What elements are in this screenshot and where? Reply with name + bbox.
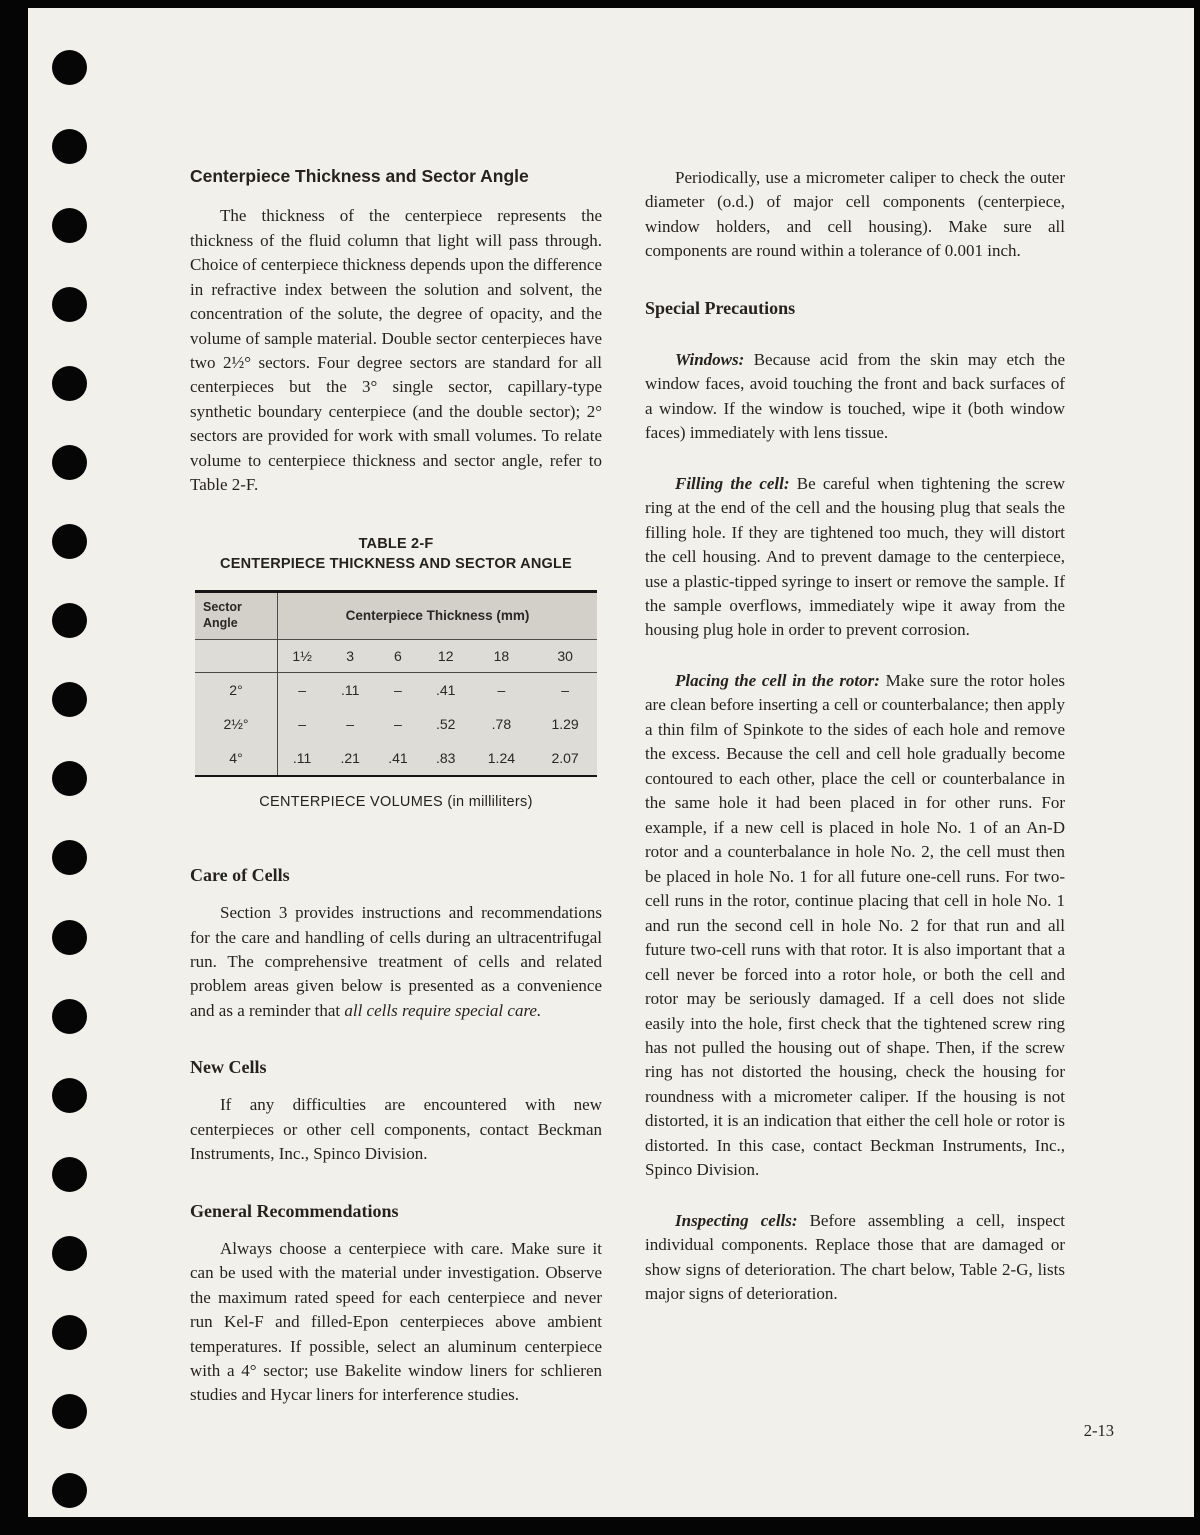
binding-hole [52, 920, 87, 955]
table-cell: 1.24 [487, 750, 516, 767]
paragraph-centerpiece-intro: The thickness of the centerpiece represents the thickness of the fluid column that light will pass through. Choice of centerpiece thickness depends upon the difference in refractive index between the solution and solvent, the concentration of the solute, the degree of opacity, and the volume of sample material. Double sector centerpieces have two 2½° sectors. Four degree sectors are standard for all centerpieces but the 3° single sector, capillary-type synthetic boundary centerpiece (and the double sector); 2° sectors are provided for work with small volumes. To relate volume to centerpiece thickness and sector angle, refer to Table 2-F. [190, 206, 602, 495]
heading-general-recommendations: General Recommendations [190, 1200, 399, 1221]
table-cell: .21 [340, 750, 360, 767]
table-cell: – [394, 681, 402, 698]
paragraph-care-of-cells [190, 901, 602, 1023]
precaution-text: Because acid from the skin may etch the window faces, avoid touching the front and back surfaces of a window. If the window is touched, wipe it (both window faces) immediately with lens tissue. [645, 349, 1065, 443]
table-angle-label: 2½° [195, 707, 278, 741]
binding-hole [52, 603, 87, 638]
table-header-row [195, 592, 597, 639]
heading-centerpiece-thickness: Centerpiece Thickness and Sector Angle [190, 166, 529, 186]
binding-hole [52, 999, 87, 1034]
precaution-lead: Inspecting cells: [675, 1210, 798, 1230]
left-column [190, 164, 602, 1408]
care-text-italic: all cells require special care. [344, 1000, 542, 1020]
binding-hole [52, 287, 87, 322]
table-thickness-row [195, 639, 597, 672]
binding-holes [52, 50, 88, 1508]
table-thickness-value: 30 [533, 639, 597, 672]
table-2f [195, 590, 597, 777]
table-cell: – [561, 681, 569, 698]
precaution-windows [645, 348, 1065, 446]
table-cell: .78 [491, 715, 512, 732]
binding-hole [52, 1473, 87, 1508]
precaution-text: Make sure the rotor holes are clean before inserting a cell or counterbalance; then apply a thin film of Spinkote to the sides of each hole and remove the excess. Because the cell and cell hole gradually become contoured to each other, place the cell or counterbalance in the same hole it had been placed in for other runs. For example, if a new cell is placed in hole No. 1 of an An-D rotor and a counterbalance in hole No. 2, the cell must then be placed in hole No. 1 for all future one-cell runs. For two-cell runs in the rotor, continue placing that cell in hole No. 1 and run the second cell in hole No. 2 for that run and all future two-cell runs with that rotor. It is also important that a cell never be forced into a rotor hole, or both the cell and rotor may be seriously damaged. If a cell does not slide easily into the hole, first check that the tightened screw ring has not pulled the housing out of shape. Then, if the screw ring has not distorted the housing, check the housing for roundness with a micrometer caliper. If the housing is not distorted, it is an indication that either the cell hole or rotor is distorted. In this case, contact Beckman Instruments, Inc., Spinco Division. [645, 670, 1065, 1180]
care-text: Section 3 provides instructions and recommendations for the care and handling of cells during an ultracentrifugal run. The comprehensive treatment of cells and related problem areas given below is presented as a convenience and as a reminder that [190, 903, 602, 1020]
binding-hole [52, 129, 87, 164]
table-2f-title [190, 534, 602, 575]
table-thickness-value: 12 [422, 639, 470, 672]
heading-special-precautions: Special Precautions [645, 297, 796, 318]
table-thickness-value: 3 [326, 639, 374, 672]
table-cell: .41 [435, 681, 456, 698]
binding-hole [52, 50, 87, 85]
table-cell: .52 [435, 715, 456, 732]
table-thickness-value: 18 [470, 639, 534, 672]
precaution-lead: Placing the cell in the rotor: [675, 670, 880, 690]
table-2f-block [190, 534, 602, 813]
table-cell: .11 [340, 681, 360, 698]
table-thickness-value: 1½ [278, 639, 327, 672]
table-angle-label: 2° [195, 672, 278, 707]
table-row [195, 707, 597, 741]
binding-hole [52, 445, 87, 480]
binding-hole [52, 1157, 87, 1192]
table-caption: CENTERPIECE VOLUMES (in milliliters) [259, 794, 533, 811]
binding-hole [52, 840, 87, 875]
heading-care-of-cells: Care of Cells [190, 865, 290, 886]
binding-hole [52, 208, 87, 243]
precaution-lead: Filling the cell: [675, 473, 790, 493]
binding-hole [52, 682, 87, 717]
table-corner-header: Sector Angle [195, 592, 278, 639]
document-page [28, 8, 1194, 1517]
binding-hole [52, 1078, 87, 1113]
table-cell: 1.29 [551, 715, 579, 732]
table-row [195, 741, 597, 776]
page-number: 2-13 [1083, 1421, 1114, 1440]
table-span-header: Centerpiece Thickness (mm) [278, 592, 598, 639]
table-2f-title-line1: TABLE 2-F [358, 535, 434, 552]
right-column [645, 166, 1065, 1307]
table-cell: – [346, 715, 355, 732]
precaution-text: Be careful when tightening the screw ring at the end of the cell and the housing plug that seals the filling hole. If they are tightened too much, they will distort the cell housing. And to prevent damage to the centerpiece, use a plastic-tipped syringe to insert or remove the sample. If the sample overflows, immediately wipe it away from the housing plug hole in order to prevent corrosion. [645, 473, 1066, 640]
binding-hole [52, 366, 87, 401]
table-2f-title-line2: CENTERPIECE THICKNESS AND SECTOR ANGLE [220, 556, 572, 573]
binding-hole [52, 1236, 87, 1271]
table-angle-label: 4° [195, 741, 278, 776]
table-cell: .41 [388, 750, 408, 767]
paragraph-new-cells: If any difficulties are encountered with new centerpieces or other cell components, contact Beckman Instruments, Inc., Spinco Division. [190, 1095, 602, 1164]
table-row [195, 672, 597, 707]
table-cell: – [497, 681, 506, 698]
paragraph-micrometer: Periodically, use a micrometer caliper to check the outer diameter (o.d.) of major cell components (centerpiece, window holders, and cell housing). Make sure all components are round within a tolerance of 0.001 inch. [645, 168, 1065, 261]
table-cell: .83 [435, 750, 456, 767]
precaution-lead: Windows: [675, 349, 745, 369]
binding-hole [52, 1315, 87, 1350]
table-cell: – [298, 681, 307, 698]
heading-new-cells: New Cells [190, 1057, 267, 1078]
precaution-placing-cell [645, 669, 1065, 1183]
binding-hole [52, 524, 87, 559]
binding-hole [52, 1394, 87, 1429]
precaution-text: Before assembling a cell, inspect individual components. Replace those that are damaged or show signs of deterioration. The chart below, Table 2-G, lists major signs of deterioration. [645, 1210, 1065, 1304]
table-cell: – [394, 715, 402, 732]
table-cell: .11 [292, 750, 312, 767]
precaution-filling-cell [645, 472, 1065, 643]
table-cell: 2.07 [551, 750, 579, 767]
precaution-inspecting-cells [645, 1209, 1065, 1307]
table-cell-empty [195, 639, 278, 672]
table-thickness-value: 6 [374, 639, 422, 672]
paragraph-general-recommendations: Always choose a centerpiece with care. Make sure it can be used with the material under investigation. Observe the maximum rated speed for each centerpiece and never run Kel-F and filled-Epon centerpieces above ambient temperatures. If possible, select an aluminum centerpiece with a 4° sector; use Bakelite window liners for schlieren studies and Hycar liners for interference studies. [190, 1238, 602, 1405]
table-cell: – [298, 715, 307, 732]
binding-hole [52, 761, 87, 796]
